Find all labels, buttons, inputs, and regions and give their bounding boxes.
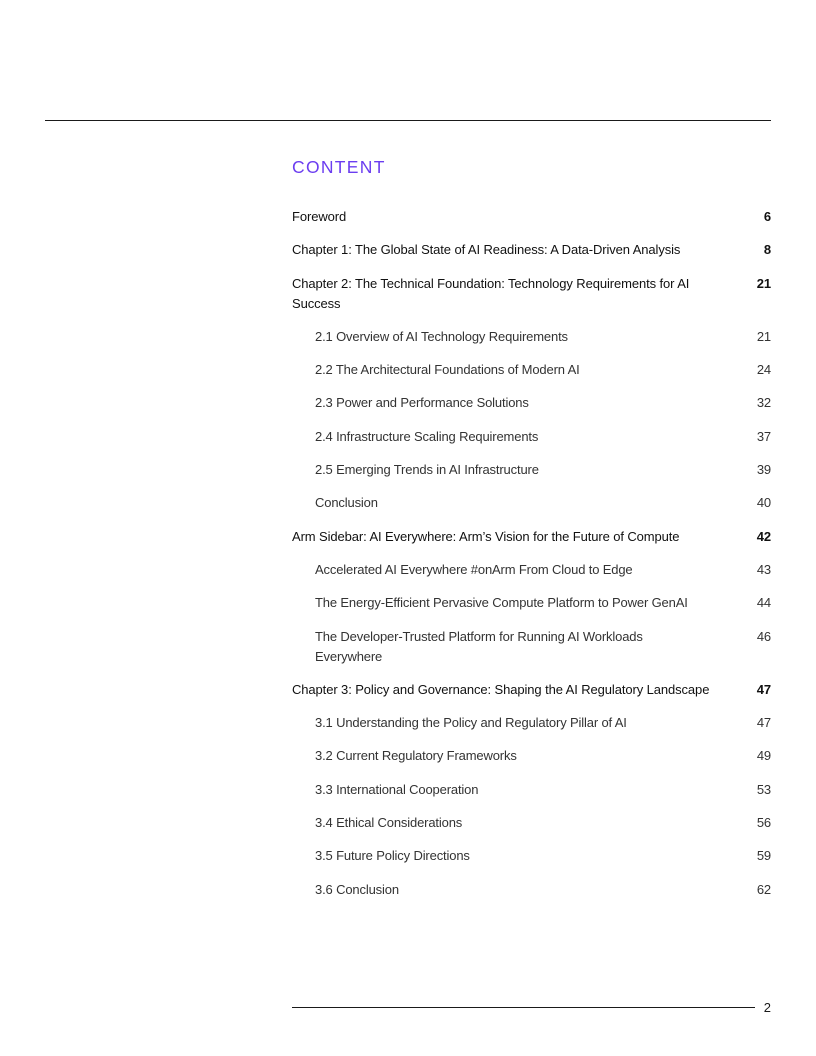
toc-heading: CONTENT (292, 157, 386, 177)
toc-entry-developer-trusted[interactable] (292, 627, 771, 667)
toc-entry-title: 3.5 Future Policy Directions (315, 848, 470, 864)
toc-entry-page: 40 (756, 495, 771, 511)
toc-entry-page: 46 (756, 628, 771, 644)
footer-divider (292, 1007, 755, 1008)
header-divider (45, 120, 771, 121)
toc-entry-chapter-1[interactable] (292, 240, 771, 260)
toc-entry-title: Foreword (292, 209, 347, 224)
toc-entry-title: 3.1 Understanding the Policy and Regulatory Pillar of AI (315, 715, 627, 731)
toc-entry-title: Arm Sidebar: AI Everywhere: Arm’s Vision for the Future of Compute (292, 528, 680, 544)
toc-entry-title: Accelerated AI Everywhere #onArm From Cloud to Edge (315, 561, 633, 577)
toc-entry-3-6[interactable] (292, 880, 771, 900)
toc-entry-arm-sidebar[interactable] (292, 527, 771, 547)
toc-entry-page: 32 (756, 395, 771, 411)
toc-entry-page: 42 (756, 528, 771, 544)
toc-entry-chapter-3[interactable] (292, 680, 771, 700)
toc-entry-2-5[interactable] (292, 460, 771, 480)
toc-entry-chapter-2[interactable] (292, 274, 771, 314)
toc-entry-page: 47 (756, 715, 771, 731)
toc-entry-3-2[interactable] (292, 746, 771, 766)
toc-entry-2-3[interactable] (292, 393, 771, 413)
toc-entry-title: Chapter 1: The Global State of AI Readiness: A Data-Driven Analysis (292, 242, 681, 258)
toc-entry-title: 2.3 Power and Performance Solutions (315, 395, 529, 411)
toc-entry-energy-efficient[interactable] (292, 593, 771, 613)
toc-entry-foreword[interactable] (292, 207, 771, 227)
toc-entry-title: 3.6 Conclusion (315, 881, 399, 897)
toc-entry-page: 44 (756, 595, 771, 611)
toc-entry-title: Chapter 3: Policy and Governance: Shaping the AI Regulatory Landscape (292, 681, 710, 697)
toc-entry-title: Chapter 2: The Technical Foundation: Technology Requirements for AI Success (292, 275, 690, 311)
toc-entry-2-4[interactable] (292, 427, 771, 447)
toc-entry-title: 3.4 Ethical Considerations (315, 815, 463, 831)
toc-entry-title: 2.4 Infrastructure Scaling Requirements (315, 428, 539, 444)
toc-entry-title: 3.2 Current Regulatory Frameworks (315, 748, 517, 764)
toc-entry-page: 53 (756, 781, 771, 797)
toc-entry-2-1[interactable] (292, 327, 771, 347)
toc-entry-page: 37 (756, 428, 771, 444)
toc-entry-2-2[interactable] (292, 360, 771, 380)
toc-entry-page: 21 (756, 328, 771, 344)
toc-entry-page: 59 (756, 848, 771, 864)
toc-entry-page: 62 (756, 881, 771, 897)
toc-entry-page: 21 (756, 275, 771, 291)
toc-entry-title: 3.3 International Cooperation (315, 781, 479, 797)
toc-entry-title: The Energy-Efficient Pervasive Compute Platform to Power GenAI (315, 595, 688, 611)
toc-entry-3-5[interactable] (292, 846, 771, 866)
page-number: 2 (763, 1000, 771, 1015)
toc-entry-page: 47 (756, 681, 771, 697)
toc-entry-page: 24 (756, 362, 771, 378)
toc-entry-accelerated-ai[interactable] (292, 560, 771, 580)
toc-entry-title: 2.2 The Architectural Foundations of Modern AI (315, 362, 580, 378)
toc-entry-page: 8 (763, 242, 771, 258)
toc-entry-title: Conclusion (315, 495, 378, 511)
toc-entry-3-4[interactable] (292, 813, 771, 833)
toc-entry-page: 56 (756, 815, 771, 831)
toc-entry-page: 43 (756, 561, 771, 577)
toc-entry-title: 2.1 Overview of AI Technology Requirements (315, 328, 568, 344)
toc-entry-page: 49 (756, 748, 771, 764)
toc-entry-page: 6 (763, 209, 771, 224)
toc-entry-chapter-2-conclusion[interactable] (292, 493, 771, 513)
toc-entry-3-3[interactable] (292, 780, 771, 800)
toc-entry-page: 39 (756, 462, 771, 478)
toc-entry-title: The Developer-Trusted Platform for Running AI Workloads Everywhere (315, 628, 643, 664)
toc-entry-3-1[interactable] (292, 713, 771, 733)
toc-entry-title: 2.5 Emerging Trends in AI Infrastructure (315, 462, 539, 478)
table-of-contents (292, 207, 771, 913)
